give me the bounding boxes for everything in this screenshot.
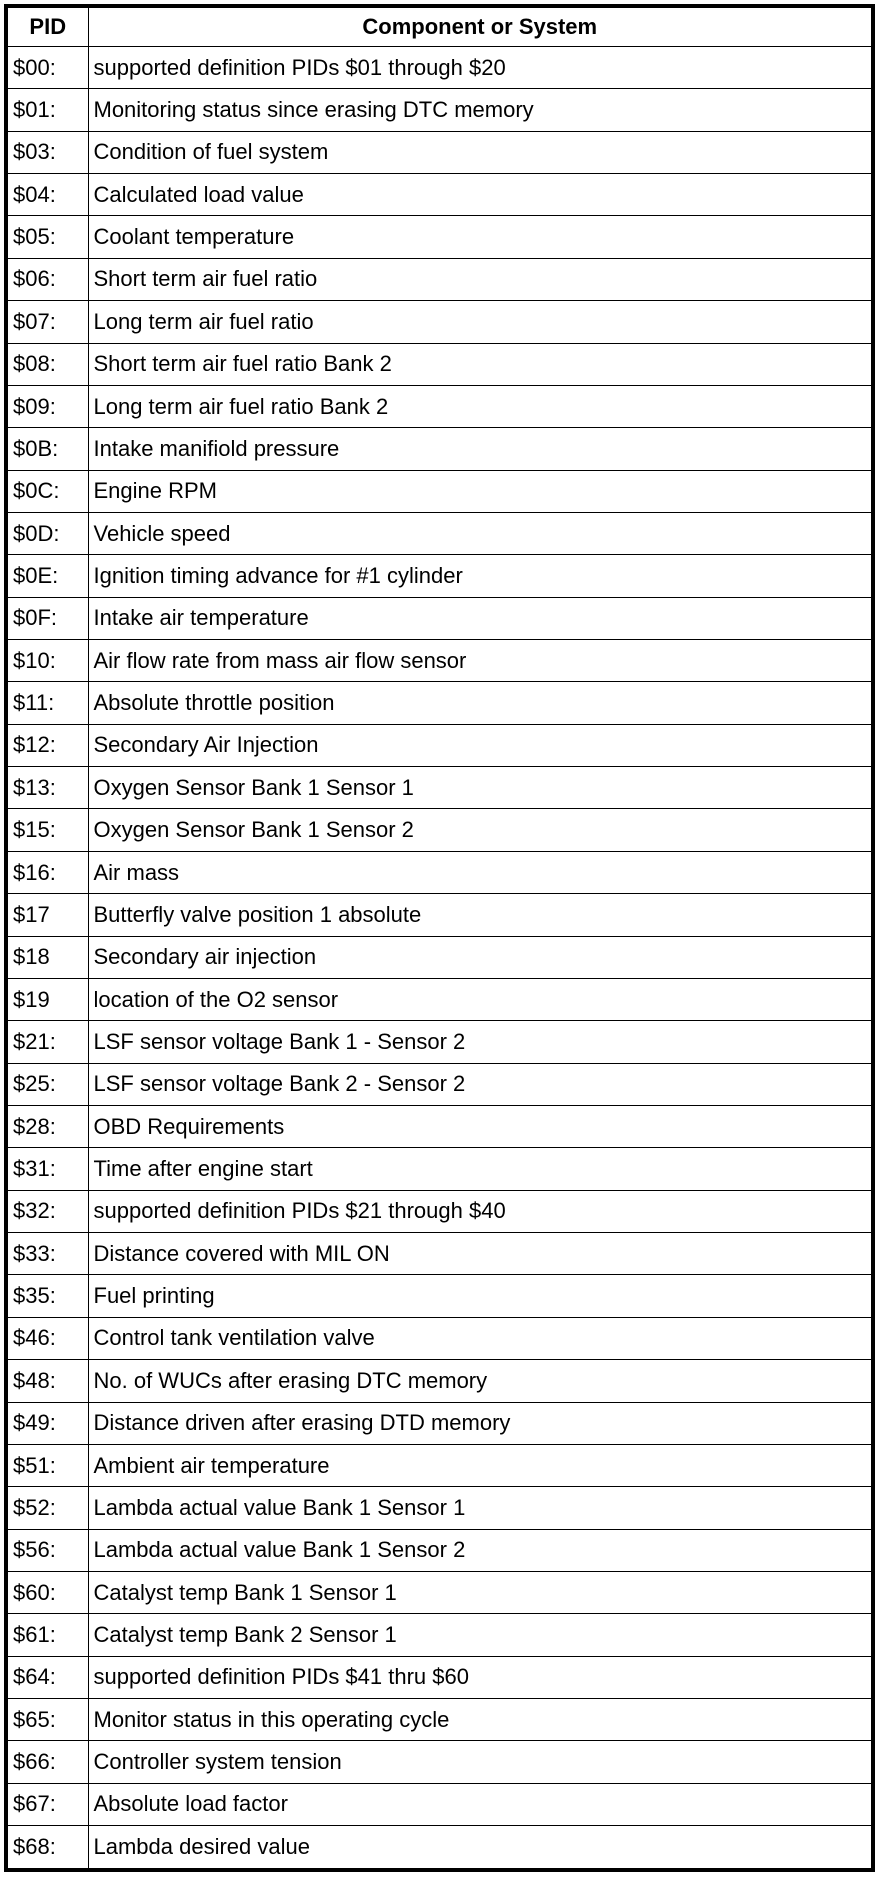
component-cell: Short term air fuel ratio bbox=[88, 258, 873, 300]
table-row bbox=[6, 1063, 873, 1105]
pid-cell: $04: bbox=[6, 174, 88, 216]
component-cell: Monitor status in this operating cycle bbox=[88, 1699, 873, 1741]
component-cell: supported definition PIDs $01 through $20 bbox=[88, 47, 873, 89]
component-cell: Long term air fuel ratio Bank 2 bbox=[88, 385, 873, 427]
pid-cell: $68: bbox=[6, 1826, 88, 1870]
component-cell: supported definition PIDs $41 thru $60 bbox=[88, 1656, 873, 1698]
component-cell: LSF sensor voltage Bank 2 - Sensor 2 bbox=[88, 1063, 873, 1105]
table-row bbox=[6, 1529, 873, 1571]
component-cell: Butterfly valve position 1 absolute bbox=[88, 894, 873, 936]
table-row bbox=[6, 131, 873, 173]
table-row bbox=[6, 1741, 873, 1783]
component-cell: OBD Requirements bbox=[88, 1105, 873, 1147]
component-cell: Air mass bbox=[88, 851, 873, 893]
component-cell: Coolant temperature bbox=[88, 216, 873, 258]
pid-cell: $25: bbox=[6, 1063, 88, 1105]
table-row bbox=[6, 1275, 873, 1317]
component-cell: Ignition timing advance for #1 cylinder bbox=[88, 555, 873, 597]
table-row bbox=[6, 1105, 873, 1147]
pid-cell: $61: bbox=[6, 1614, 88, 1656]
component-cell: Lambda actual value Bank 1 Sensor 1 bbox=[88, 1487, 873, 1529]
pid-cell: $05: bbox=[6, 216, 88, 258]
pid-cell: $49: bbox=[6, 1402, 88, 1444]
component-cell: Controller system tension bbox=[88, 1741, 873, 1783]
component-cell: Monitoring status since erasing DTC memory bbox=[88, 89, 873, 131]
table-row bbox=[6, 301, 873, 343]
component-cell: Absolute load factor bbox=[88, 1783, 873, 1825]
component-cell: Catalyst temp Bank 1 Sensor 1 bbox=[88, 1571, 873, 1613]
component-cell: Intake air temperature bbox=[88, 597, 873, 639]
pid-cell: $07: bbox=[6, 301, 88, 343]
table-row bbox=[6, 682, 873, 724]
pid-cell: $17 bbox=[6, 894, 88, 936]
table-row bbox=[6, 1148, 873, 1190]
table-row bbox=[6, 428, 873, 470]
pid-cell: $46: bbox=[6, 1317, 88, 1359]
component-cell: Fuel printing bbox=[88, 1275, 873, 1317]
table-row bbox=[6, 1614, 873, 1656]
table-row bbox=[6, 1783, 873, 1825]
component-cell: Intake manifiold pressure bbox=[88, 428, 873, 470]
table-row bbox=[6, 555, 873, 597]
pid-cell: $0E: bbox=[6, 555, 88, 597]
pid-cell: $0D: bbox=[6, 512, 88, 554]
table-row bbox=[6, 1021, 873, 1063]
header-pid: PID bbox=[6, 6, 88, 47]
pid-cell: $00: bbox=[6, 47, 88, 89]
table-row bbox=[6, 1360, 873, 1402]
table-row bbox=[6, 470, 873, 512]
pid-cell: $66: bbox=[6, 1741, 88, 1783]
pid-cell: $10: bbox=[6, 640, 88, 682]
component-cell: Lambda actual value Bank 1 Sensor 2 bbox=[88, 1529, 873, 1571]
table-row bbox=[6, 640, 873, 682]
table-row bbox=[6, 385, 873, 427]
pid-cell: $08: bbox=[6, 343, 88, 385]
table-row bbox=[6, 258, 873, 300]
pid-cell: $35: bbox=[6, 1275, 88, 1317]
pid-cell: $03: bbox=[6, 131, 88, 173]
component-cell: Distance driven after erasing DTD memory bbox=[88, 1402, 873, 1444]
table-row bbox=[6, 1317, 873, 1359]
pid-cell: $56: bbox=[6, 1529, 88, 1571]
pid-cell: $0C: bbox=[6, 470, 88, 512]
table-row bbox=[6, 47, 873, 89]
table-row bbox=[6, 1190, 873, 1232]
table-row bbox=[6, 174, 873, 216]
component-cell: Calculated load value bbox=[88, 174, 873, 216]
component-cell: Secondary air injection bbox=[88, 936, 873, 978]
pid-cell: $0B: bbox=[6, 428, 88, 470]
table-row bbox=[6, 512, 873, 554]
table-row bbox=[6, 343, 873, 385]
component-cell: Time after engine start bbox=[88, 1148, 873, 1190]
pid-cell: $19 bbox=[6, 978, 88, 1020]
table-row bbox=[6, 809, 873, 851]
table-row bbox=[6, 1402, 873, 1444]
table-row bbox=[6, 1699, 873, 1741]
pid-cell: $67: bbox=[6, 1783, 88, 1825]
table-row bbox=[6, 1444, 873, 1486]
component-cell: LSF sensor voltage Bank 1 - Sensor 2 bbox=[88, 1021, 873, 1063]
pid-cell: $31: bbox=[6, 1148, 88, 1190]
table-row bbox=[6, 597, 873, 639]
pid-cell: $13: bbox=[6, 767, 88, 809]
component-cell: Ambient air temperature bbox=[88, 1444, 873, 1486]
table-row bbox=[6, 978, 873, 1020]
table-row bbox=[6, 89, 873, 131]
component-cell: Control tank ventilation valve bbox=[88, 1317, 873, 1359]
pid-cell: $06: bbox=[6, 258, 88, 300]
component-cell: Lambda desired value bbox=[88, 1826, 873, 1870]
table-row bbox=[6, 894, 873, 936]
pid-cell: $0F: bbox=[6, 597, 88, 639]
table-row bbox=[6, 851, 873, 893]
pid-cell: $33: bbox=[6, 1233, 88, 1275]
pid-cell: $52: bbox=[6, 1487, 88, 1529]
pid-cell: $32: bbox=[6, 1190, 88, 1232]
pid-cell: $28: bbox=[6, 1105, 88, 1147]
component-cell: Absolute throttle position bbox=[88, 682, 873, 724]
component-cell: Short term air fuel ratio Bank 2 bbox=[88, 343, 873, 385]
component-cell: Engine RPM bbox=[88, 470, 873, 512]
pid-cell: $64: bbox=[6, 1656, 88, 1698]
component-cell: Distance covered with MIL ON bbox=[88, 1233, 873, 1275]
component-cell: Catalyst temp Bank 2 Sensor 1 bbox=[88, 1614, 873, 1656]
pid-cell: $65: bbox=[6, 1699, 88, 1741]
pid-cell: $48: bbox=[6, 1360, 88, 1402]
table-row bbox=[6, 1233, 873, 1275]
header-row bbox=[6, 6, 873, 47]
pid-cell: $16: bbox=[6, 851, 88, 893]
pid-cell: $51: bbox=[6, 1444, 88, 1486]
pid-table bbox=[4, 4, 875, 1872]
component-cell: Condition of fuel system bbox=[88, 131, 873, 173]
pid-cell: $09: bbox=[6, 385, 88, 427]
component-cell: Long term air fuel ratio bbox=[88, 301, 873, 343]
component-cell: location of the O2 sensor bbox=[88, 978, 873, 1020]
pid-cell: $01: bbox=[6, 89, 88, 131]
component-cell: Oxygen Sensor Bank 1 Sensor 1 bbox=[88, 767, 873, 809]
pid-cell: $21: bbox=[6, 1021, 88, 1063]
table-row bbox=[6, 767, 873, 809]
table-row bbox=[6, 1656, 873, 1698]
pid-cell: $15: bbox=[6, 809, 88, 851]
component-cell: Oxygen Sensor Bank 1 Sensor 2 bbox=[88, 809, 873, 851]
header-component: Component or System bbox=[88, 6, 873, 47]
component-cell: Secondary Air Injection bbox=[88, 724, 873, 766]
component-cell: Vehicle speed bbox=[88, 512, 873, 554]
table-row bbox=[6, 936, 873, 978]
table-row bbox=[6, 1487, 873, 1529]
pid-cell: $18 bbox=[6, 936, 88, 978]
pid-cell: $11: bbox=[6, 682, 88, 724]
table-row bbox=[6, 216, 873, 258]
table-row bbox=[6, 1571, 873, 1613]
pid-cell: $12: bbox=[6, 724, 88, 766]
component-cell: No. of WUCs after erasing DTC memory bbox=[88, 1360, 873, 1402]
component-cell: supported definition PIDs $21 through $40 bbox=[88, 1190, 873, 1232]
component-cell: Air flow rate from mass air flow sensor bbox=[88, 640, 873, 682]
table-row bbox=[6, 1826, 873, 1870]
table-row bbox=[6, 724, 873, 766]
pid-cell: $60: bbox=[6, 1571, 88, 1613]
